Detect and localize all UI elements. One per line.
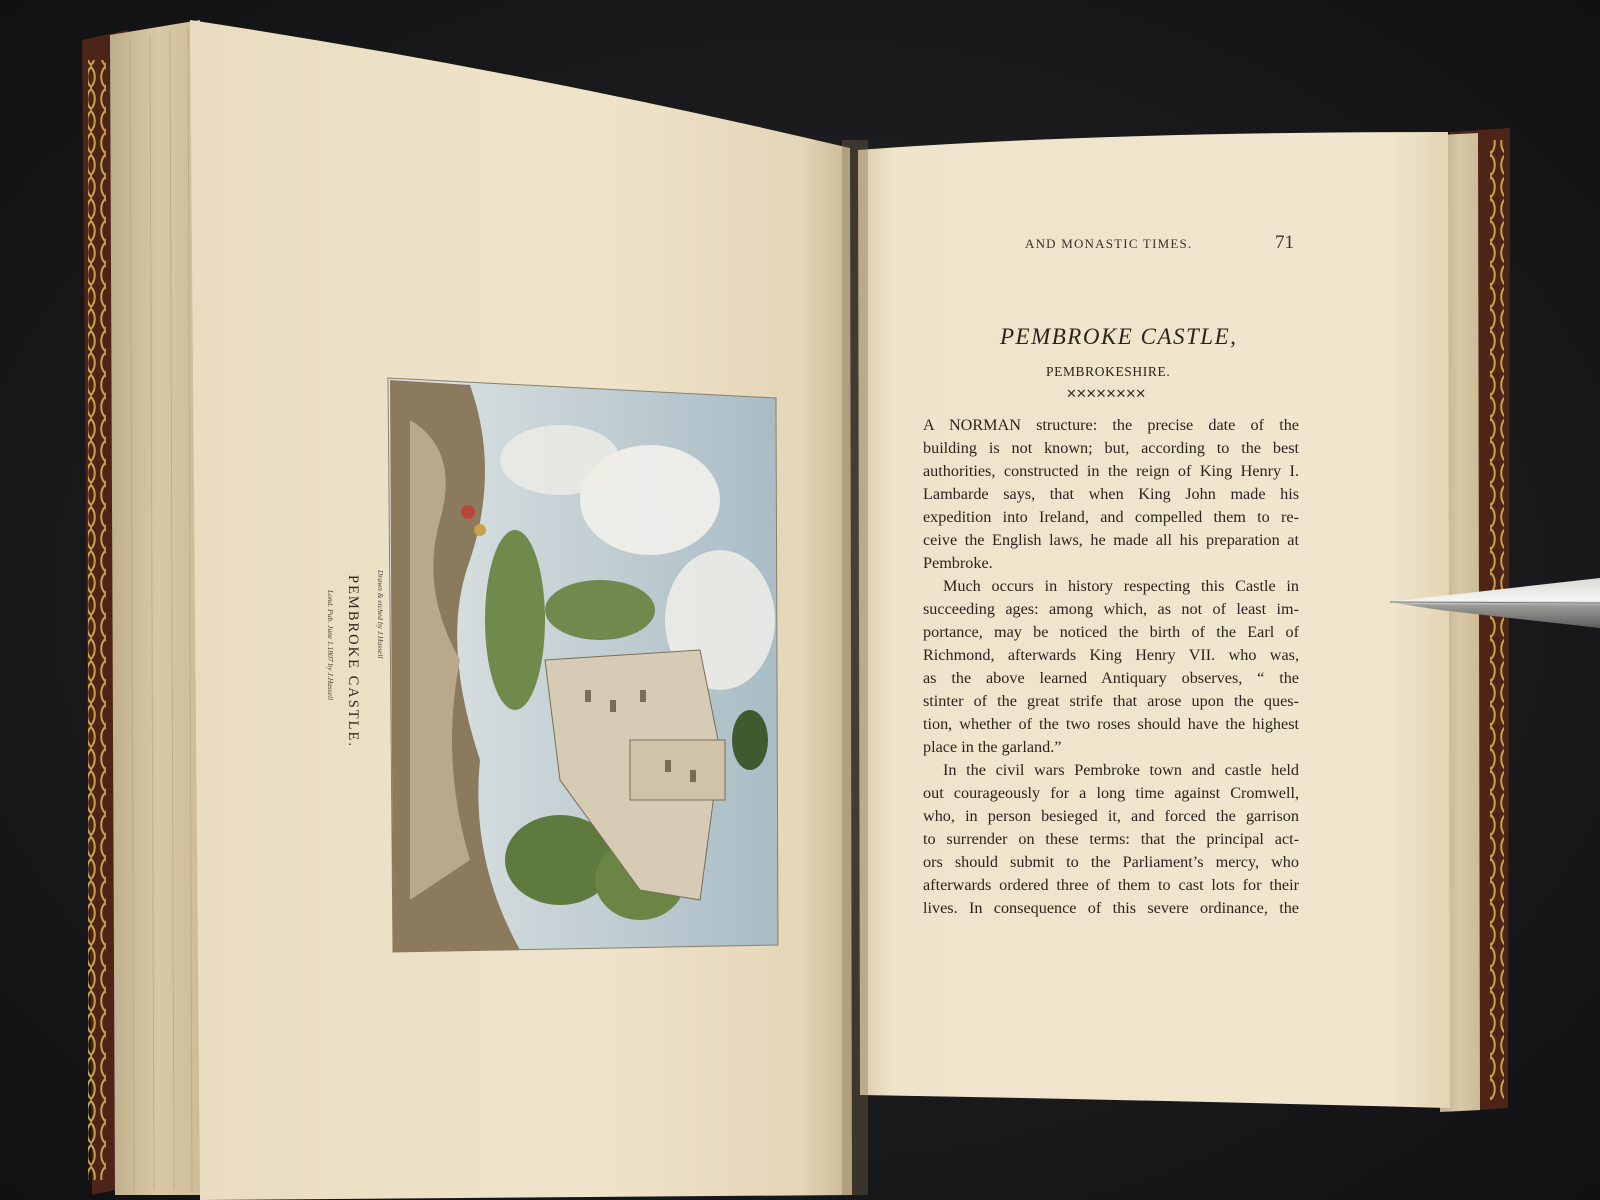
ornament-rule: ✕✕✕✕✕✕✕✕ [1066, 386, 1146, 401]
text-line: authorities, constructed in the reign of King Henry I. [923, 462, 1299, 480]
text-line: ors should submit to the Parliament’s mercy, who [923, 853, 1299, 871]
text-line: to surrender on these terms: that the principal act- [923, 830, 1299, 848]
plate-caption-title: PEMBROKE CASTLE. [345, 575, 361, 748]
text-line: Pembroke. [923, 554, 993, 572]
text-line: who, in person besieged it, and forced the garrison [923, 807, 1299, 825]
text-line: Lambarde says, that when King John made his [923, 485, 1299, 503]
running-head: AND MONASTIC TIMES. [1025, 236, 1193, 251]
text-line: afterwards ordered three of them to cast lots for their [923, 876, 1299, 894]
plate-illustration [388, 378, 778, 952]
text-line: succeeding ages: among which, as not of least im- [923, 600, 1299, 618]
text-line: portance, may be noticed the birth of the Earl of [923, 623, 1299, 641]
page-edges [110, 20, 205, 1195]
text-line: In the civil wars Pembroke town and castle held [943, 761, 1299, 779]
chapter-subtitle: PEMBROKESHIRE. [1046, 364, 1171, 379]
page-number: 71 [1275, 232, 1294, 253]
caption-credit-published: Lond. Pub. June 1.1807 by J.Hassell [326, 590, 335, 701]
text-line: expedition into Ireland, and compelled them to re- [923, 508, 1299, 526]
text-line: ceive the English laws, he made all his preparation at [923, 531, 1299, 549]
text-line: A NORMAN structure: the precise date of the [923, 416, 1299, 434]
chapter-title: PEMBROKE CASTLE, [1000, 324, 1238, 349]
caption-credit-drawn: Drawn & etched by J.Hassell [376, 570, 385, 659]
right-gilt-border [1490, 140, 1504, 1100]
text-line: stinter of the great strife that arose upon the ques- [923, 692, 1299, 710]
plate-caption [326, 570, 385, 775]
gutter-shadow [842, 140, 868, 1195]
text-line: as the above learned Antiquary observes, “ the [923, 669, 1299, 687]
text-line: lives. In consequence of this severe ordinance, the [923, 899, 1299, 917]
text-line: tion, whether of the two roses should have the highest [923, 715, 1299, 733]
text-line: Much occurs in history respecting this Castle in [943, 577, 1299, 595]
text-line: building is not known; but, according to the best [923, 439, 1299, 457]
left-gilt-border [88, 60, 106, 1180]
text-line: place in the garland.” [923, 738, 1062, 756]
body-text [923, 414, 1299, 920]
text-line: Richmond, afterwards King Henry VII. who was, [923, 646, 1299, 664]
text-line: out courageously for a long time against Cromwell, [923, 784, 1299, 802]
